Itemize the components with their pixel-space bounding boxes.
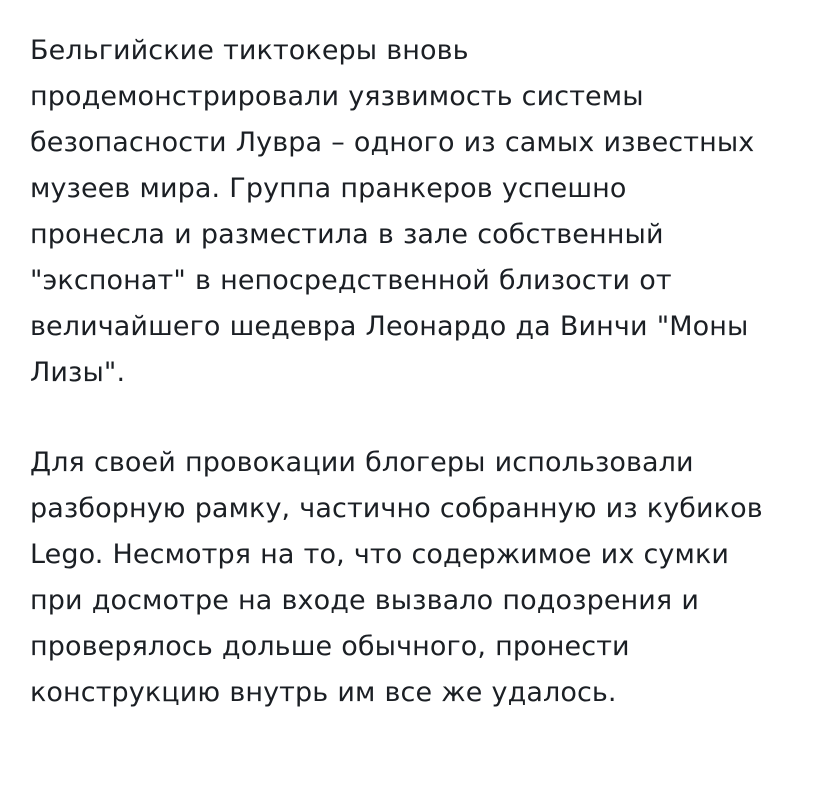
article-paragraph-2: Для своей провокации блогеры использовали разборную рамку, частично собранную из кубиков Lego. Несмотря на то, что содержимое их сумки при досмотре на входе вызвало подозрения и проверялось дольше обычного, пронести конструкцию внутрь им все же удалось. xyxy=(30,447,772,708)
article-paragraph-1: Бельгийские тиктокеры вновь продемонстрировали уязвимость системы безопасности Лувра – одного из самых известных музеев мира. Группа пранкеров успешно пронесла и разместила в зале собственный "экспонат" в непосредственной близости от величайшего шедевра Леонардо да Винчи "Моны Лизы". xyxy=(30,35,764,388)
